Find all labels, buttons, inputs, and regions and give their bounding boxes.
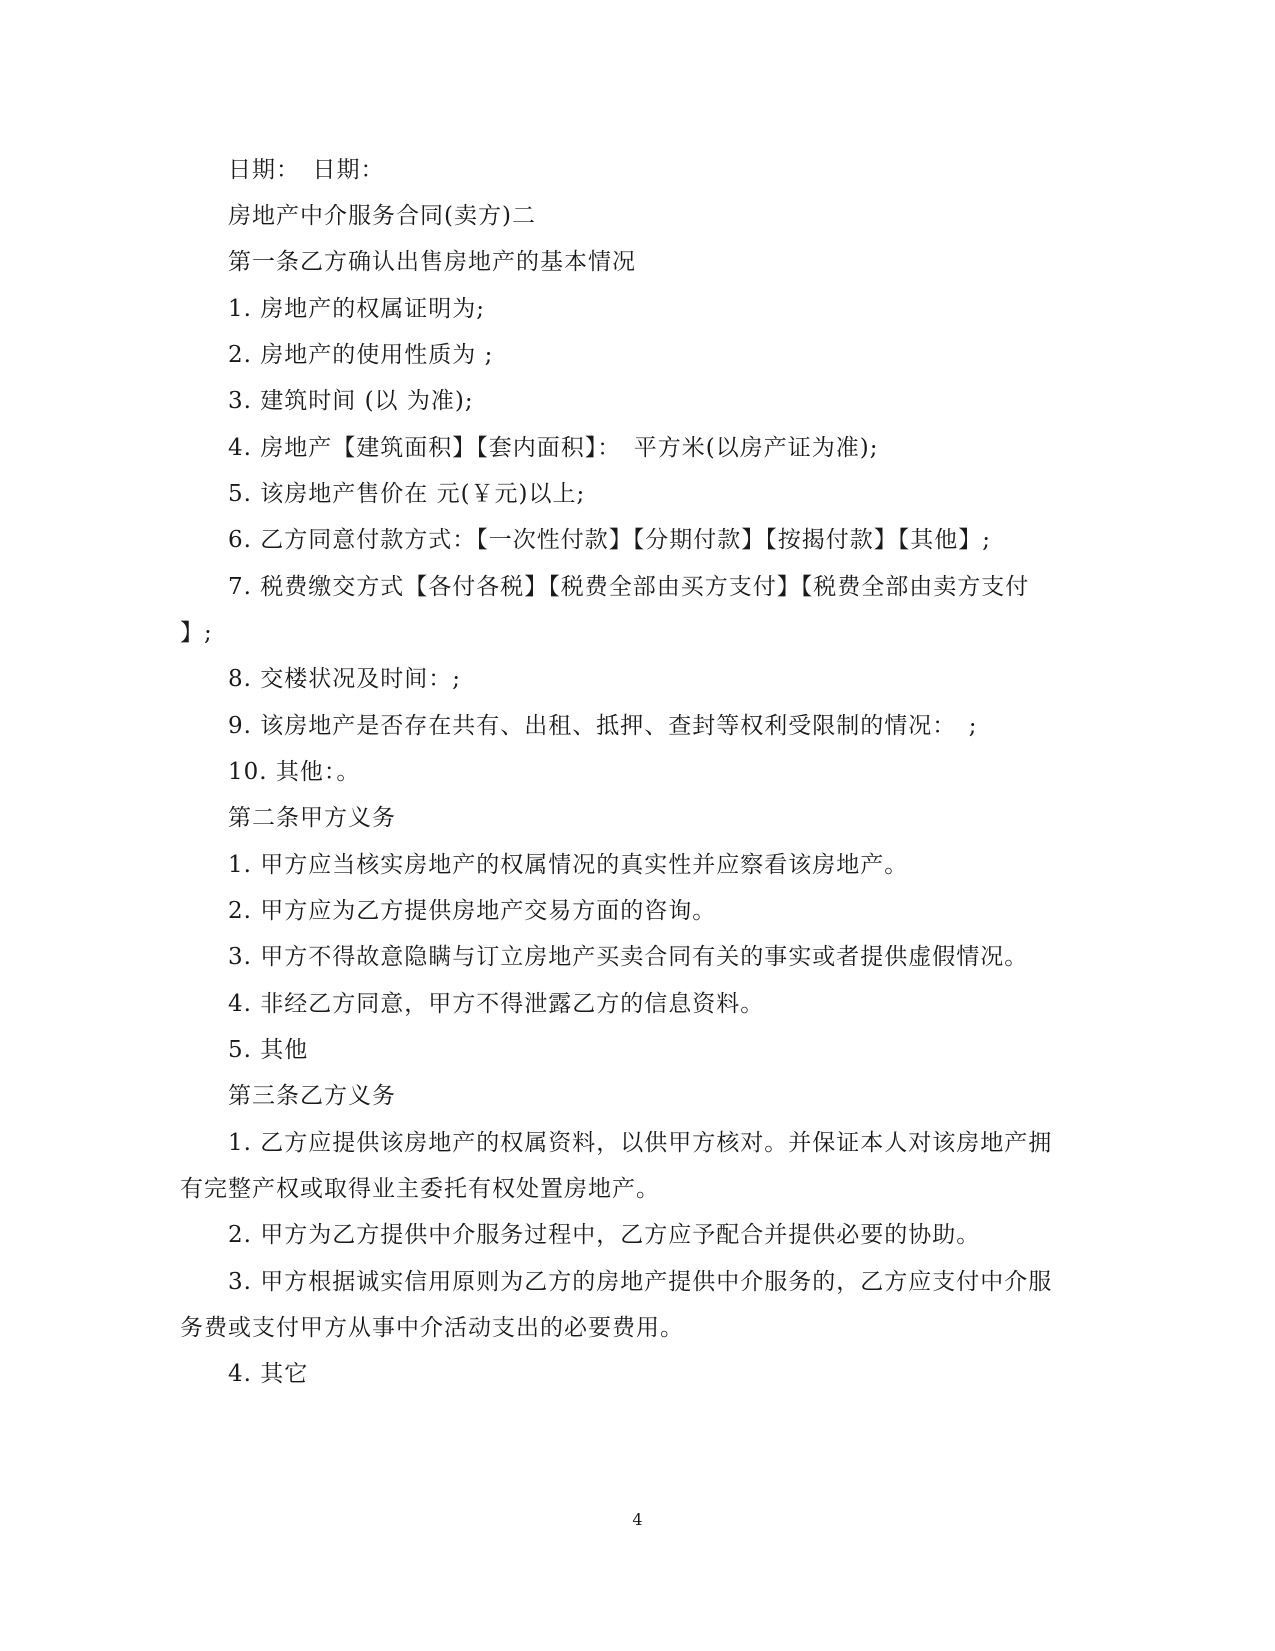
page-number: 4 [632,1510,643,1529]
article-3-heading: 第三条乙方义务 [228,1083,396,1109]
article-3-item-3: 3. 甲方根据诚实信用原则为乙方的房地产提供中介服务的，乙方应支付中介服 [228,1269,1053,1295]
article-1-item-7-continued: 】; [180,620,213,646]
article-2-item-1: 1. 甲方应当核实房地产的权属情况的真实性并应察看该房地产。 [228,852,909,878]
article-1-item-6: 6. 乙方同意付款方式：【一次性付款】【分期付款】【按揭付款】【其他】; [228,527,992,553]
article-1-item-4: 4. 房地产【建筑面积】【套内面积】： 平方米(以房产证为准); [228,435,879,461]
article-1-heading: 第一条乙方确认出售房地产的基本情况 [228,249,636,275]
article-2-item-4: 4. 非经乙方同意，甲方不得泄露乙方的信息资料。 [228,991,765,1017]
date-line: 日期： 日期： [228,157,385,183]
article-1-item-8: 8. 交楼状况及时间：; [228,666,462,692]
contract-title: 房地产中介服务合同(卖方)二 [228,203,536,229]
article-1-item-7: 7. 税费缴交方式【各付各税】【税费全部由买方支付】【税费全部由卖方支付 [228,574,1030,600]
article-1-item-1: 1. 房地产的权属证明为; [228,296,486,322]
article-2-item-5: 5. 其他 [228,1037,309,1063]
article-1-item-2: 2. 房地产的使用性质为 ; [228,342,494,368]
article-3-item-2: 2. 甲方为乙方提供中介服务过程中，乙方应予配合并提供必要的协助。 [228,1222,981,1248]
article-3-item-4: 4. 其它 [228,1361,309,1387]
article-3-item-3-continued: 务费或支付甲方从事中介活动支出的必要费用。 [180,1315,684,1341]
article-1-item-5: 5. 该房地产售价在 元(￥元)以上; [228,481,586,507]
article-1-item-10: 10. 其他：。 [228,759,361,785]
article-3-item-1: 1. 乙方应提供该房地产的权属资料，以供甲方核对。并保证本人对该房地产拥 [228,1130,1053,1156]
article-2-heading: 第二条甲方义务 [228,805,396,831]
article-3-item-1-continued: 有完整产权或取得业主委托有权处置房地产。 [180,1176,660,1202]
article-1-item-9: 9. 该房地产是否存在共有、出租、抵押、查封等权利受限制的情况： ; [228,713,978,739]
article-2-item-3: 3. 甲方不得故意隐瞒与订立房地产买卖合同有关的事实或者提供虚假情况。 [228,944,1029,970]
article-2-item-2: 2. 甲方应为乙方提供房地产交易方面的咨询。 [228,898,717,924]
article-1-item-3: 3. 建筑时间 (以 为准); [228,388,474,414]
